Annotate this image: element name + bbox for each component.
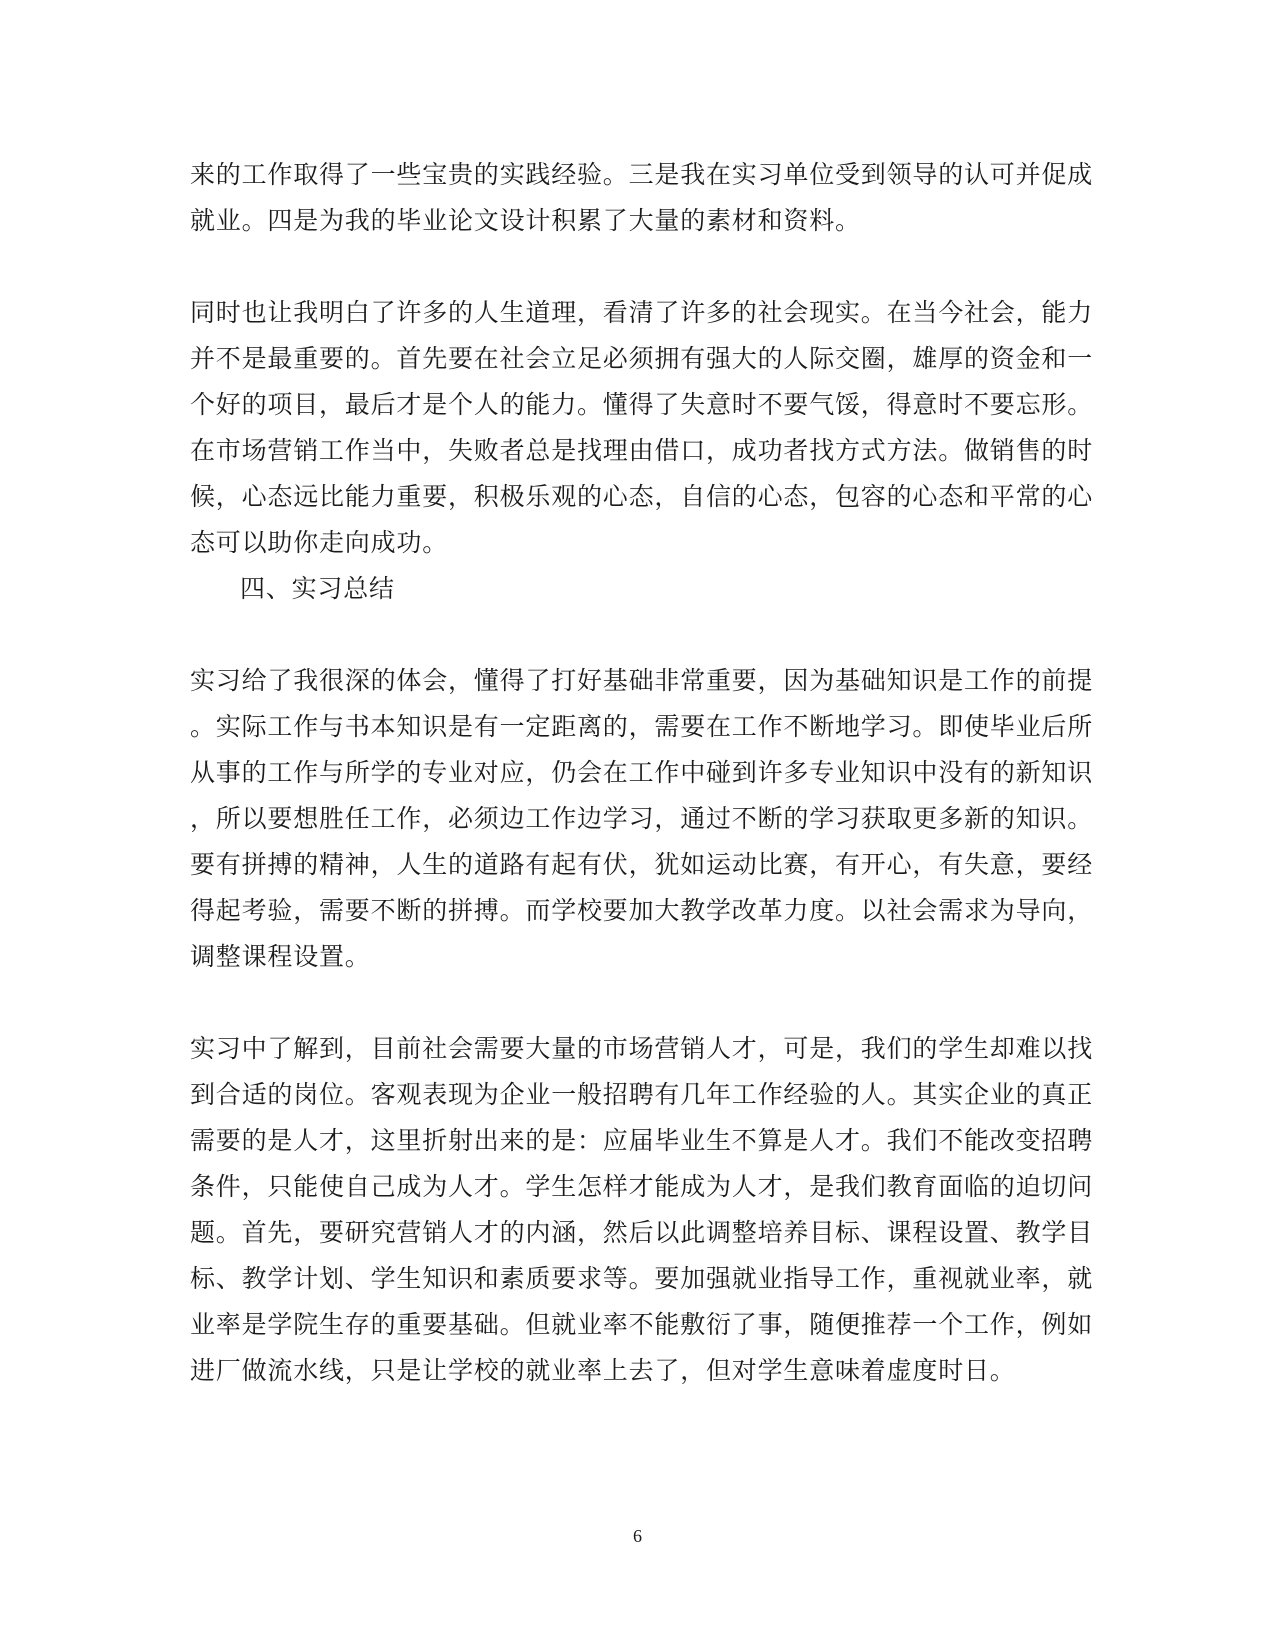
text-line: 要有拼搏的精神，人生的道路有起有伏，犹如运动比赛，有开心，有失意，要经 bbox=[190, 850, 1094, 879]
text-line: 到合适的岗位。客观表现为企业一般招聘有几年工作经验的人。其实企业的真正 bbox=[190, 1080, 1094, 1109]
section-heading: 四、实习总结 bbox=[240, 574, 395, 603]
text-line: 候，心态远比能力重要，积极乐观的心态，自信的心态，包容的心态和平常的心 bbox=[190, 482, 1094, 511]
text-line: 标、教学计划、学生知识和素质要求等。要加强就业指导工作，重视就业率，就 bbox=[190, 1264, 1094, 1293]
text-line: ，所以要想胜任工作，必须边工作边学习，通过不断的学习获取更多新的知识。 bbox=[190, 804, 1094, 833]
text-line: 从事的工作与所学的专业对应，仍会在工作中碰到许多专业知识中没有的新知识 bbox=[190, 758, 1094, 787]
text-line: 实习中了解到，目前社会需要大量的市场营销人才，可是，我们的学生却难以找 bbox=[190, 1034, 1094, 1063]
text-line: 态可以助你走向成功。 bbox=[190, 528, 449, 557]
text-line: 在市场营销工作当中，失败者总是找理由借口，成功者找方式方法。做销售的时 bbox=[190, 436, 1094, 465]
text-line: 个好的项目，最后才是个人的能力。懂得了失意时不要气馁，得意时不要忘形。 bbox=[190, 390, 1094, 419]
text-line: 得起考验，需要不断的拼搏。而学校要加大教学改革力度。以社会需求为导向， bbox=[190, 896, 1094, 925]
text-line: 同时也让我明白了许多的人生道理，看清了许多的社会现实。在当今社会，能力 bbox=[190, 298, 1094, 327]
page-number: 6 bbox=[633, 1526, 642, 1546]
text-line: 进厂做流水线，只是让学校的就业率上去了，但对学生意味着虚度时日。 bbox=[190, 1356, 1016, 1385]
text-line: 实习给了我很深的体会，懂得了打好基础非常重要，因为基础知识是工作的前提 bbox=[190, 666, 1094, 695]
text-line: 来的工作取得了一些宝贵的实践经验。三是我在实习单位受到领导的认可并促成 bbox=[190, 160, 1094, 189]
text-line: 条件，只能使自己成为人才。学生怎样才能成为人才，是我们教育面临的迫切问 bbox=[190, 1172, 1094, 1201]
text-line: 题。首先，要研究营销人才的内涵，然后以此调整培养目标、课程设置、教学目 bbox=[190, 1218, 1094, 1247]
text-line: 就业。四是为我的毕业论文设计积累了大量的素材和资料。 bbox=[190, 206, 861, 235]
text-line: 需要的是人才，这里折射出来的是：应届毕业生不算是人才。我们不能改变招聘 bbox=[190, 1126, 1094, 1155]
text-line: 调整课程设置。 bbox=[190, 942, 371, 971]
text-line: 并不是最重要的。首先要在社会立足必须拥有强大的人际交圈，雄厚的资金和一 bbox=[190, 344, 1094, 373]
text-line: 业率是学院生存的重要基础。但就业率不能敷衍了事，随便推荐一个工作，例如 bbox=[190, 1310, 1094, 1339]
text-line: 。实际工作与书本知识是有一定距离的，需要在工作不断地学习。即使毕业后所 bbox=[190, 712, 1094, 741]
